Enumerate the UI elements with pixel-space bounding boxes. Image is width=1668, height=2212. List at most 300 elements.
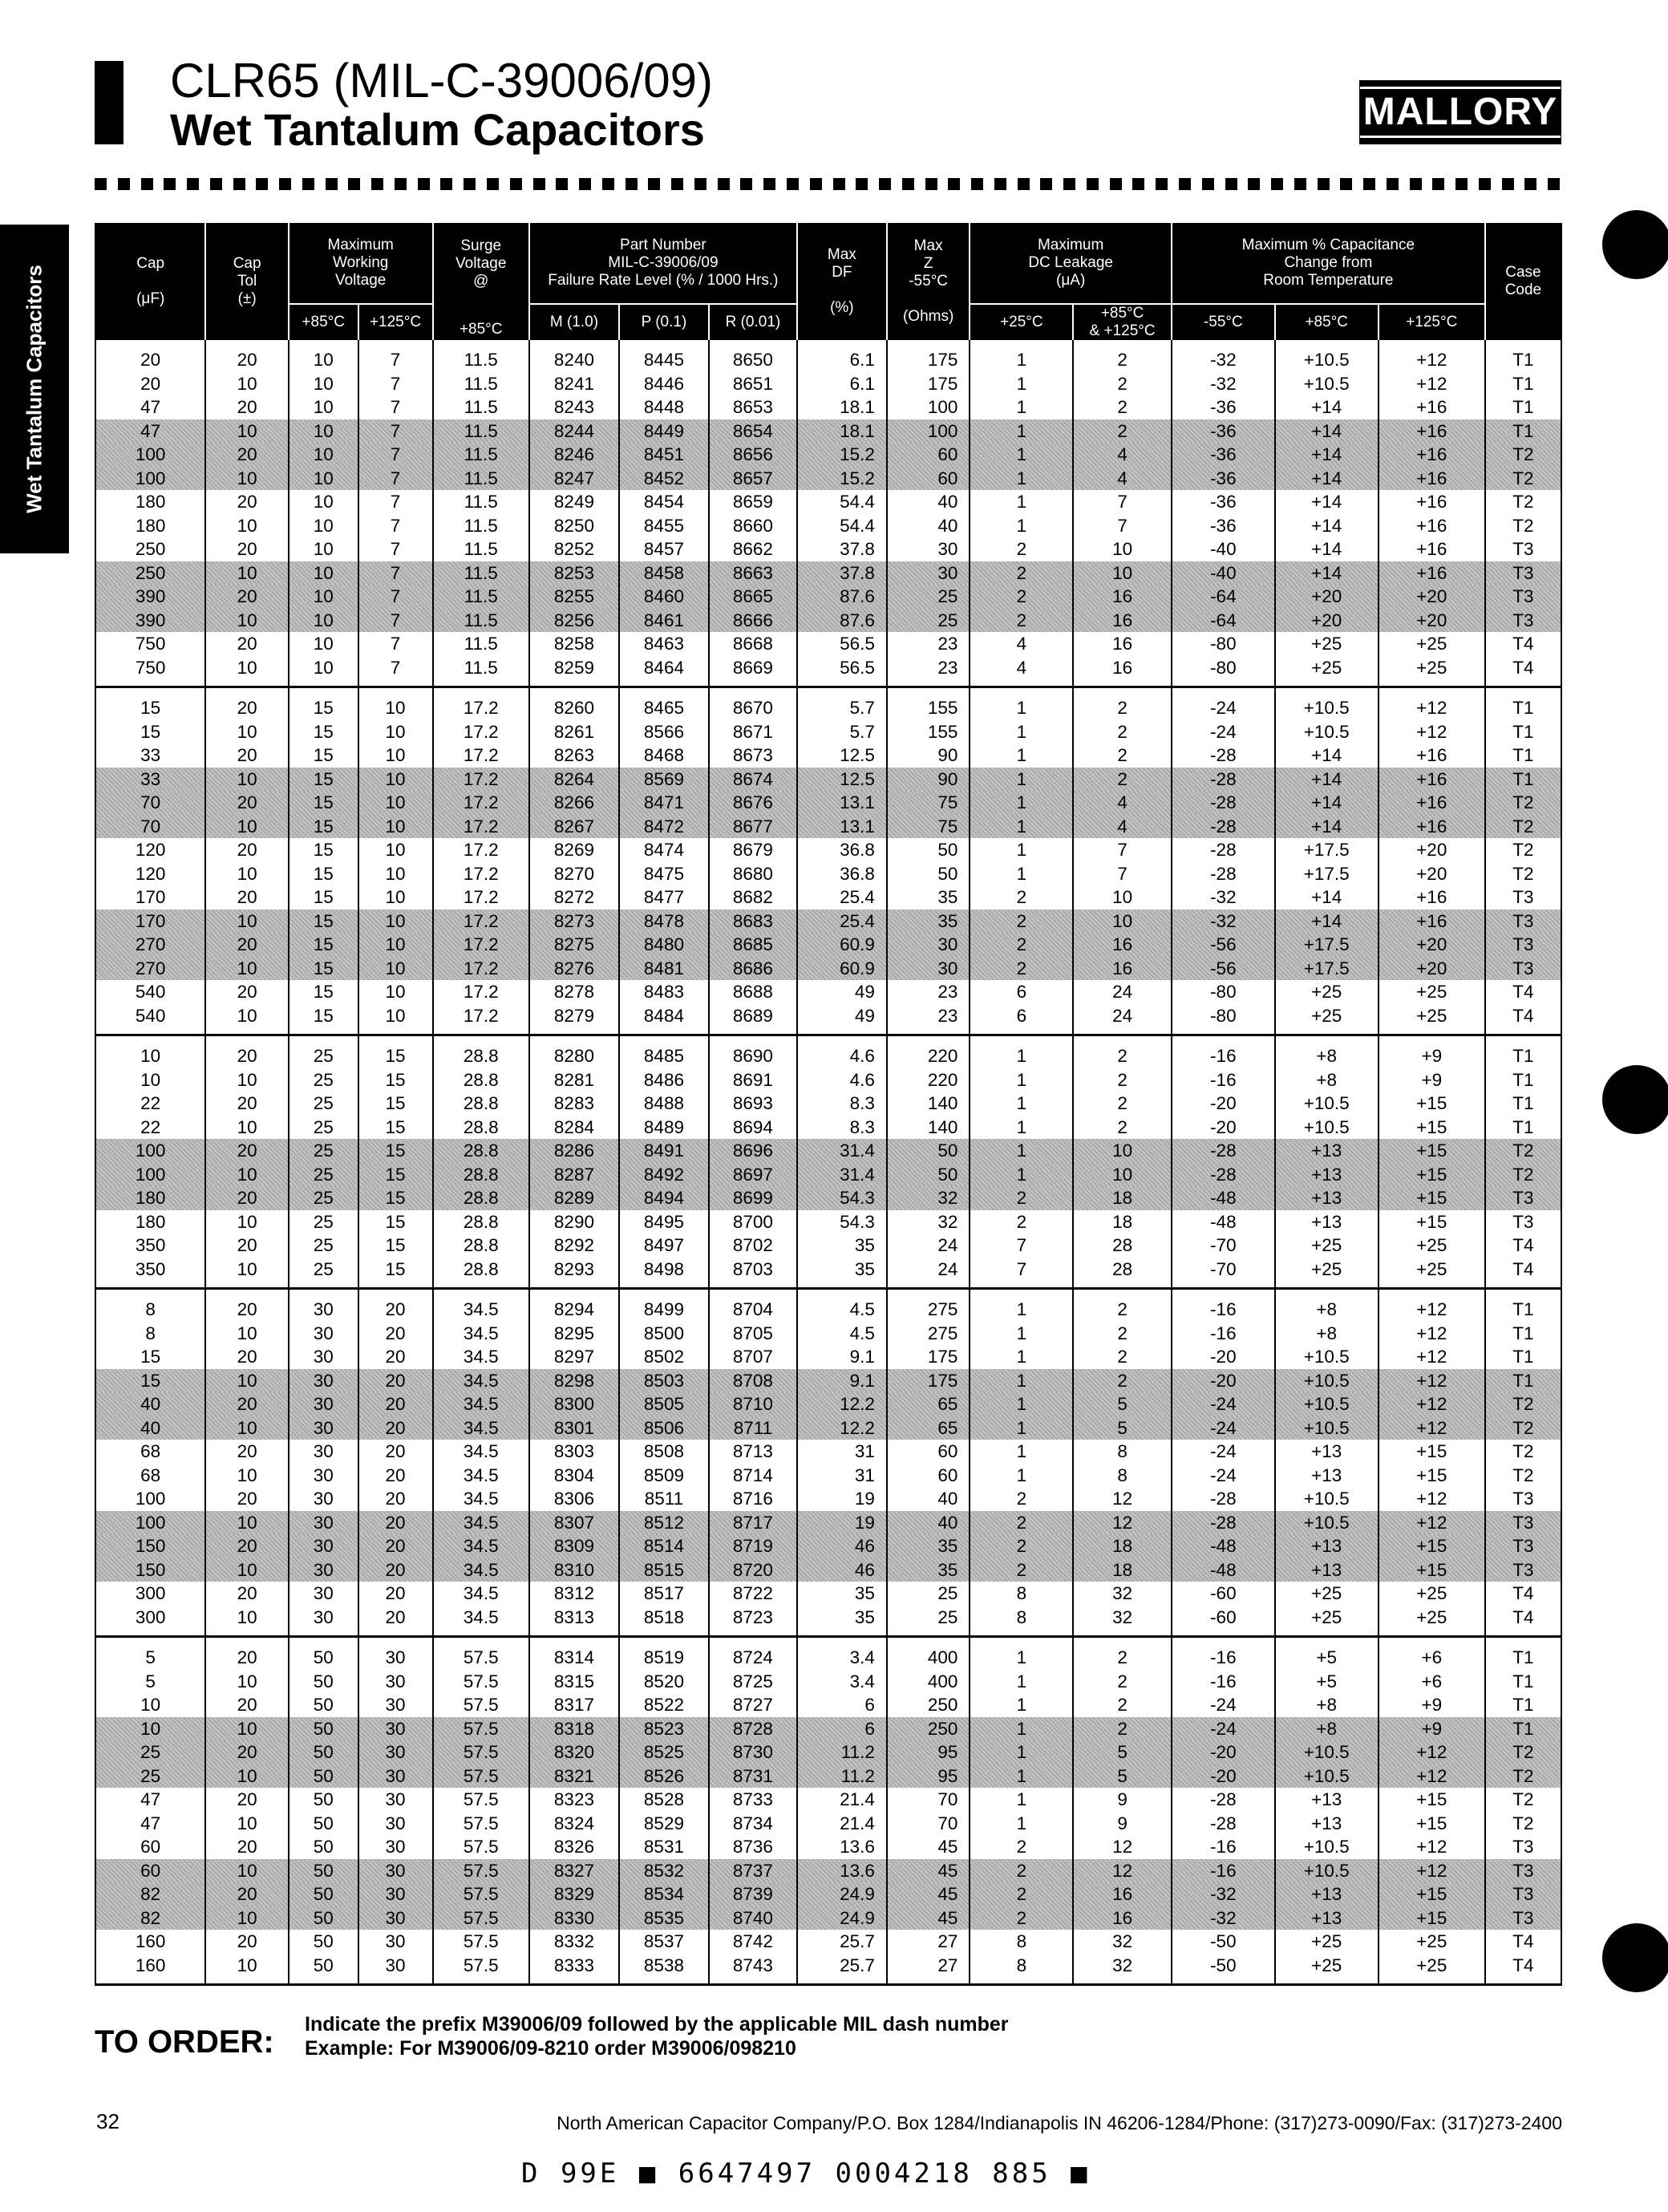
cell-z: 155 <box>887 720 970 744</box>
cell-change-85: +25 <box>1275 1954 1379 1985</box>
cell-df: 9.1 <box>797 1369 887 1393</box>
cell-voltage-125: 30 <box>358 1954 433 1985</box>
cell-voltage-85: 50 <box>289 1930 358 1954</box>
cell-leak-25: 2 <box>970 561 1073 585</box>
cell-tol: 10 <box>205 1717 289 1741</box>
cell-change-125: +9 <box>1379 1693 1485 1717</box>
cell-part-p: 8486 <box>619 1068 709 1092</box>
cell-voltage-85: 10 <box>289 609 358 633</box>
cell-leak-85-125: 2 <box>1073 1068 1172 1092</box>
cell-case-code: T2 <box>1485 791 1561 815</box>
cell-change-minus55: -70 <box>1172 1234 1275 1258</box>
table-row <box>95 585 1561 609</box>
cell-df: 12.2 <box>797 1416 887 1440</box>
cell-part-p: 8480 <box>619 933 709 957</box>
voltage-group <box>95 1035 1561 1289</box>
cell-change-minus55: -32 <box>1172 372 1275 396</box>
cell-change-85: +10.5 <box>1275 687 1379 720</box>
cell-cap: 82 <box>95 1906 205 1930</box>
cell-cap: 20 <box>140 350 161 371</box>
cell-change-85: +10.5 <box>1275 1416 1379 1440</box>
divider-dot <box>464 178 476 190</box>
cell-df: 56.5 <box>797 656 887 687</box>
cell-part-p: 8478 <box>619 910 709 934</box>
cell-tol: 10 <box>205 1859 289 1883</box>
cell-change-minus55: -28 <box>1172 1487 1275 1511</box>
cell-voltage-125: 20 <box>358 1606 433 1637</box>
table-row <box>95 1859 1561 1883</box>
cell-case-code: T1 <box>1485 1289 1561 1322</box>
cell-voltage-125: 10 <box>358 791 433 815</box>
cell-case-code: T1 <box>1485 768 1561 792</box>
cell-tol: 20 <box>205 395 289 419</box>
cell-change-85: +10.5 <box>1275 1740 1379 1764</box>
cell-part-r: 8691 <box>709 1068 797 1092</box>
cell-part-m: 8321 <box>529 1764 619 1789</box>
cell-case-code: T2 <box>1485 1812 1561 1836</box>
cell-leak-85-125: 2 <box>1073 1369 1172 1393</box>
cell-case-code: T1 <box>1485 1035 1561 1068</box>
cell-part-r: 8710 <box>709 1392 797 1416</box>
cell-df: 13.1 <box>797 791 887 815</box>
cell-part-m: 8269 <box>529 838 619 862</box>
cell-voltage-125: 10 <box>358 743 433 768</box>
divider-dot <box>994 178 1006 190</box>
cell-change-125: +16 <box>1379 561 1485 585</box>
cell-voltage-125: 7 <box>358 585 433 609</box>
cell-surge: 11.5 <box>433 537 529 561</box>
cell-voltage-85: 25 <box>289 1092 358 1116</box>
brand-logo <box>1359 80 1561 144</box>
cell-change-minus55: -16 <box>1172 1035 1275 1068</box>
cell-part-r: 8696 <box>709 1139 797 1163</box>
cell-part-m: 8267 <box>529 815 619 839</box>
cell-z: 175 <box>887 1369 970 1393</box>
cell-change-85: +14 <box>1275 885 1379 910</box>
table-row <box>95 1186 1561 1210</box>
cell-voltage-125: 30 <box>358 1693 433 1717</box>
voltage-group <box>95 1289 1561 1637</box>
cell-df: 35 <box>797 1258 887 1289</box>
table-row <box>95 1392 1561 1416</box>
cell-part-r: 8716 <box>709 1487 797 1511</box>
cell-tol: 20 <box>205 1835 289 1859</box>
cell-part-p: 8460 <box>619 585 709 609</box>
table-row <box>95 1534 1561 1558</box>
cell-change-minus55: -36 <box>1172 467 1275 491</box>
cell-part-r: 8727 <box>709 1693 797 1717</box>
cell-surge: 57.5 <box>433 1954 529 1985</box>
cell-surge: 28.8 <box>433 1258 529 1289</box>
cell-surge: 34.5 <box>433 1558 529 1582</box>
cell-z: 27 <box>887 1954 970 1985</box>
cell-change-85: +25 <box>1275 1234 1379 1258</box>
cell-part-m: 8276 <box>529 957 619 981</box>
cell-change-minus55: -16 <box>1172 1835 1275 1859</box>
cell-part-r: 8656 <box>709 443 797 467</box>
cell-part-p: 8494 <box>619 1186 709 1210</box>
divider-dot <box>810 178 822 190</box>
cell-voltage-85: 30 <box>289 1345 358 1369</box>
header-case-code: Case Code <box>1485 223 1561 340</box>
cell-leak-85-125: 8 <box>1073 1440 1172 1464</box>
cell-part-p: 8448 <box>619 395 709 419</box>
cell-leak-85-125: 12 <box>1073 1835 1172 1859</box>
cell-df: 37.8 <box>797 561 887 585</box>
divider-dot <box>533 178 545 190</box>
cell-surge: 57.5 <box>433 1906 529 1930</box>
table-row <box>95 395 1561 419</box>
cell-leak-85-125: 9 <box>1073 1812 1172 1836</box>
cell-tol: 10 <box>205 1004 289 1035</box>
cell-case-code: T1 <box>1485 1369 1561 1393</box>
cell-change-85: +10.5 <box>1275 1487 1379 1511</box>
cell-case-code: T3 <box>1485 537 1561 561</box>
cell-change-minus55: -36 <box>1172 514 1275 538</box>
cell-part-m: 8240 <box>529 340 619 372</box>
cell-leak-85-125: 4 <box>1073 791 1172 815</box>
cell-part-r: 8733 <box>709 1788 797 1812</box>
cell-part-r: 8671 <box>709 720 797 744</box>
cell-part-r: 8719 <box>709 1534 797 1558</box>
cell-change-125: +25 <box>1379 1582 1485 1606</box>
cell-surge: 11.5 <box>433 443 529 467</box>
cell-part-p: 8522 <box>619 1693 709 1717</box>
cell-tol: 20 <box>205 1487 289 1511</box>
cell-cap: 8 <box>145 1299 156 1320</box>
cell-change-125: +15 <box>1379 1464 1485 1488</box>
cell-cap: 120 <box>135 840 166 861</box>
cell-part-p: 8497 <box>619 1234 709 1258</box>
cell-z: 24 <box>887 1234 970 1258</box>
cell-z: 30 <box>887 537 970 561</box>
cell-part-p: 8505 <box>619 1392 709 1416</box>
cell-cap: 47 <box>140 397 161 418</box>
cell-case-code: T1 <box>1485 687 1561 720</box>
cell-leak-85-125: 10 <box>1073 537 1172 561</box>
cell-surge: 57.5 <box>433 1930 529 1954</box>
cell-change-minus55: -24 <box>1172 1440 1275 1464</box>
cell-change-85: +8 <box>1275 1693 1379 1717</box>
cell-change-minus55: -36 <box>1172 490 1275 514</box>
table-row <box>95 632 1561 656</box>
cell-z: 140 <box>887 1116 970 1140</box>
cell-z: 23 <box>887 656 970 687</box>
cell-leak-85-125: 2 <box>1073 1637 1172 1670</box>
cell-part-r: 8717 <box>709 1511 797 1535</box>
cell-cap: 250 <box>135 539 166 560</box>
divider-dot <box>326 178 338 190</box>
header-cap-label: Cap <box>136 255 165 272</box>
cell-part-m: 8330 <box>529 1906 619 1930</box>
cell-voltage-125: 30 <box>358 1740 433 1764</box>
cell-change-85: +13 <box>1275 1163 1379 1187</box>
cell-cap: 180 <box>135 1211 166 1232</box>
cell-surge: 28.8 <box>433 1068 529 1092</box>
cell-change-85: +8 <box>1275 1035 1379 1068</box>
cell-change-85: +25 <box>1275 1258 1379 1289</box>
cell-z: 275 <box>887 1322 970 1346</box>
cell-leak-25: 1 <box>970 1345 1073 1369</box>
divider-dot <box>1132 178 1144 190</box>
cell-z: 95 <box>887 1764 970 1789</box>
cell-change-minus55: -16 <box>1172 1670 1275 1694</box>
header-max-z <box>887 223 970 340</box>
cell-leak-25: 1 <box>970 514 1073 538</box>
cell-tol: 10 <box>205 1068 289 1092</box>
cell-df: 25.4 <box>797 885 887 910</box>
header-voltage-125: +125°C <box>358 304 433 340</box>
cell-leak-85-125: 28 <box>1073 1234 1172 1258</box>
cell-cap: 160 <box>135 1955 166 1975</box>
table-row <box>95 1234 1561 1258</box>
divider-dot <box>833 178 845 190</box>
cell-cap: 40 <box>95 1416 205 1440</box>
cell-change-minus55: -40 <box>1172 561 1275 585</box>
divider-dot <box>1502 178 1514 190</box>
cell-voltage-85: 30 <box>289 1511 358 1535</box>
table-row <box>95 1322 1561 1346</box>
table-row <box>95 933 1561 957</box>
cell-leak-25: 2 <box>970 1487 1073 1511</box>
cell-leak-85-125: 32 <box>1073 1930 1172 1954</box>
cell-part-p: 8455 <box>619 514 709 538</box>
cell-leak-85-125: 8 <box>1073 1464 1172 1488</box>
table-row <box>95 514 1561 538</box>
capacitor-spec-table <box>95 223 1562 1986</box>
cell-change-85: +10.5 <box>1275 340 1379 372</box>
cell-voltage-125: 7 <box>358 395 433 419</box>
cell-part-r: 8711 <box>709 1416 797 1440</box>
cell-cap: 10 <box>140 1046 161 1067</box>
cell-change-125: +20 <box>1379 585 1485 609</box>
cell-part-m: 8284 <box>529 1116 619 1140</box>
cell-surge: 17.2 <box>433 910 529 934</box>
cell-cap: 70 <box>95 791 205 815</box>
cell-tol: 10 <box>205 720 289 744</box>
cell-df: 19 <box>797 1511 887 1535</box>
cell-part-m: 8270 <box>529 862 619 886</box>
cell-change-85: +10.5 <box>1275 1369 1379 1393</box>
cell-z: 400 <box>887 1670 970 1694</box>
cell-change-125: +12 <box>1379 1859 1485 1883</box>
cell-change-85: +13 <box>1275 1882 1379 1906</box>
cell-change-minus55: -48 <box>1172 1558 1275 1582</box>
cell-change-125: +12 <box>1379 1392 1485 1416</box>
cell-cap: 180 <box>135 492 166 512</box>
cell-voltage-85: 15 <box>289 910 358 934</box>
cell-case-code: T4 <box>1485 1582 1561 1606</box>
divider-dot <box>418 178 430 190</box>
cell-change-minus55: -70 <box>1172 1258 1275 1289</box>
divider-dot <box>1410 178 1422 190</box>
cell-cap: 150 <box>95 1534 205 1558</box>
cell-voltage-125: 20 <box>358 1345 433 1369</box>
cell-change-85: +10.5 <box>1275 1835 1379 1859</box>
cell-part-r: 8723 <box>709 1606 797 1637</box>
cell-leak-25: 1 <box>970 490 1073 514</box>
divider-dot <box>902 178 914 190</box>
cell-part-r: 8668 <box>709 632 797 656</box>
table-row <box>95 561 1561 585</box>
cell-df: 15.2 <box>797 467 887 491</box>
cell-cap: 10 <box>95 1717 205 1741</box>
cell-voltage-125: 20 <box>358 1322 433 1346</box>
cell-tol: 10 <box>205 561 289 585</box>
cell-change-125: +25 <box>1379 1930 1485 1954</box>
cell-z: 25 <box>887 1582 970 1606</box>
cell-change-125: +20 <box>1379 609 1485 633</box>
cell-cap: 150 <box>95 1558 205 1582</box>
cell-cap: 15 <box>140 698 161 719</box>
header-surge-voltage: Surge Voltage @ <box>433 223 529 304</box>
cell-change-85: +10.5 <box>1275 1392 1379 1416</box>
table-row <box>95 1740 1561 1764</box>
cell-df: 25.7 <box>797 1930 887 1954</box>
divider-dot <box>948 178 960 190</box>
cell-leak-25: 1 <box>970 372 1073 396</box>
cell-df: 5.7 <box>797 687 887 720</box>
divider-dot <box>1432 178 1444 190</box>
cell-case-code: T3 <box>1485 1511 1561 1535</box>
table-row <box>95 1092 1561 1116</box>
cell-voltage-125: 15 <box>358 1186 433 1210</box>
cell-df: 6.1 <box>797 372 887 396</box>
cell-change-125: +16 <box>1379 467 1485 491</box>
cell-surge: 17.2 <box>433 791 529 815</box>
cell-voltage-85: 10 <box>289 656 358 687</box>
order-instruction: Indicate the prefix M39006/09 followed by the applicable MIL dash number <box>305 2013 1009 2036</box>
cell-leak-25: 2 <box>970 537 1073 561</box>
cell-change-minus55: -16 <box>1172 1637 1275 1670</box>
cell-df: 4.5 <box>797 1322 887 1346</box>
cell-voltage-125: 10 <box>358 933 433 957</box>
cell-df: 46 <box>797 1558 887 1582</box>
cell-voltage-85: 25 <box>289 1068 358 1092</box>
cell-z: 90 <box>887 743 970 768</box>
order-label: TO ORDER: <box>95 2024 274 2060</box>
cell-change-85: +10.5 <box>1275 372 1379 396</box>
cell-change-minus55: -16 <box>1172 1068 1275 1092</box>
cell-voltage-85: 25 <box>289 1163 358 1187</box>
divider-dot <box>1524 178 1536 190</box>
divider-dot <box>1110 178 1122 190</box>
cell-change-125: +15 <box>1379 1788 1485 1812</box>
cell-case-code: T2 <box>1485 490 1561 514</box>
table-row <box>95 1558 1561 1582</box>
cell-z: 220 <box>887 1035 970 1068</box>
cell-part-r: 8722 <box>709 1582 797 1606</box>
cell-change-125: +15 <box>1379 1163 1485 1187</box>
cell-part-m: 8309 <box>529 1534 619 1558</box>
cell-part-p: 8488 <box>619 1092 709 1116</box>
cell-part-p: 8449 <box>619 419 709 444</box>
cell-leak-25: 8 <box>970 1606 1073 1637</box>
cell-leak-25: 2 <box>970 1558 1073 1582</box>
cell-case-code: T3 <box>1485 561 1561 585</box>
cell-part-r: 8724 <box>709 1637 797 1670</box>
cell-voltage-85: 15 <box>289 980 358 1004</box>
cell-cap: 100 <box>95 1163 205 1187</box>
cell-change-minus55: -36 <box>1172 443 1275 467</box>
cell-case-code: T1 <box>1485 1092 1561 1116</box>
divider-dot <box>118 178 130 190</box>
cell-leak-25: 8 <box>970 1582 1073 1606</box>
cell-df: 87.6 <box>797 609 887 633</box>
cell-leak-25: 2 <box>970 1859 1073 1883</box>
cell-voltage-85: 25 <box>289 1234 358 1258</box>
cell-tol: 10 <box>205 1558 289 1582</box>
cell-z: 140 <box>887 1092 970 1116</box>
cell-change-minus55: -24 <box>1172 1693 1275 1717</box>
barcode-text: D 99E ■ 6647497 0004218 885 ■ <box>521 2157 1091 2190</box>
table-row <box>95 1693 1561 1717</box>
cell-part-p: 8457 <box>619 537 709 561</box>
cell-part-p: 8475 <box>619 862 709 886</box>
cell-tol: 10 <box>205 1116 289 1140</box>
cell-leak-85-125: 18 <box>1073 1186 1172 1210</box>
divider-dot <box>925 178 937 190</box>
cell-change-125: +15 <box>1379 1092 1485 1116</box>
cell-change-minus55: -28 <box>1172 838 1275 862</box>
cell-change-minus55: -36 <box>1172 395 1275 419</box>
cell-z: 175 <box>887 1345 970 1369</box>
cell-change-minus55: -32 <box>1172 1906 1275 1930</box>
table-row <box>95 815 1561 839</box>
cell-tol: 20 <box>205 743 289 768</box>
cell-leak-85-125: 5 <box>1073 1392 1172 1416</box>
cell-voltage-125: 7 <box>358 514 433 538</box>
cell-surge: 17.2 <box>433 980 529 1004</box>
cell-voltage-125: 30 <box>358 1859 433 1883</box>
cell-tol: 10 <box>205 1511 289 1535</box>
cell-change-85: +25 <box>1275 1930 1379 1954</box>
cell-change-85: +10.5 <box>1275 1092 1379 1116</box>
cell-part-r: 8731 <box>709 1764 797 1789</box>
divider-dot <box>1018 178 1030 190</box>
cell-case-code: T2 <box>1485 1392 1561 1416</box>
cell-leak-85-125: 16 <box>1073 1906 1172 1930</box>
cell-change-125: +15 <box>1379 1116 1485 1140</box>
cell-change-minus55: -24 <box>1172 1717 1275 1741</box>
cell-part-p: 8454 <box>619 490 709 514</box>
cell-change-125: +25 <box>1379 1258 1485 1289</box>
header-tol-label: Cap Tol <box>233 255 261 290</box>
cell-z: 30 <box>887 561 970 585</box>
header-df-label: Max DF <box>827 246 856 281</box>
cell-z: 50 <box>887 1139 970 1163</box>
cell-change-125: +12 <box>1379 1764 1485 1789</box>
cell-change-minus55: -48 <box>1172 1186 1275 1210</box>
table-row <box>95 656 1561 687</box>
cell-df: 8.3 <box>797 1092 887 1116</box>
cell-cap: 750 <box>135 634 166 654</box>
cell-tol: 10 <box>205 1670 289 1694</box>
cell-surge: 11.5 <box>433 467 529 491</box>
cell-voltage-125: 20 <box>358 1558 433 1582</box>
cell-case-code: T2 <box>1485 1740 1561 1764</box>
header-leak-85-125: +85°C & +125°C <box>1073 304 1172 340</box>
cell-case-code: T3 <box>1485 1835 1561 1859</box>
cell-case-code: T3 <box>1485 1558 1561 1582</box>
cell-cap: 390 <box>95 609 205 633</box>
cell-leak-85-125: 2 <box>1073 1116 1172 1140</box>
cell-leak-85-125: 2 <box>1073 1035 1172 1068</box>
cell-change-minus55: -16 <box>1172 1322 1275 1346</box>
cell-part-m: 8292 <box>529 1234 619 1258</box>
cell-part-m: 8258 <box>529 632 619 656</box>
cell-tol: 10 <box>205 1163 289 1187</box>
